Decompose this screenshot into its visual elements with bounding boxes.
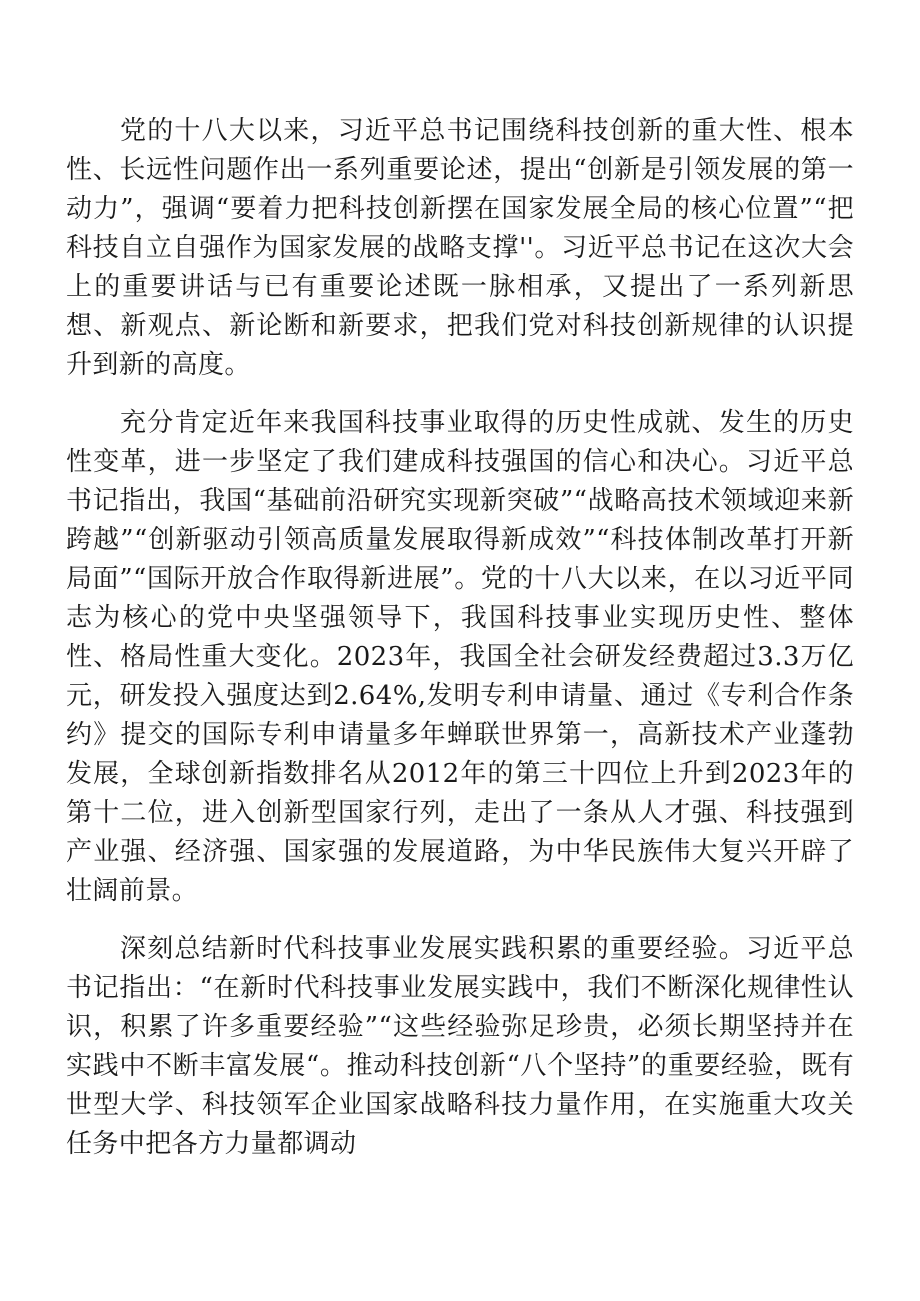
paragraph-2: 充分肯定近年来我国科技事业取得的历史性成就、发生的历史性变革，进一步坚定了我们建成科技强国的信心和决心。习近平总书记指出，我国“基础前沿研究实现新突破”“战略高技术领域迎来新跨越”“创新驱动引领高质量发展取得新成效”“科技体制改革打开新局面”“国际开放合作取得新进展”。党的十八大以来，在以习近平同志为核心的党中央坚强领导下，我国科技事业实现历史性、整体性、格局性重大变化。2023年，我国全社会研发经费超过3.3万亿元，研发投入强度达到2.64%,发明专利申请量、通过《专利合作条约》提交的国际专利申请量多年蝉联世界第一，高新技术产业蓬勃发展，全球创新指数排名从2012年的第三十四位上升到2023年的第十二位，进入创新型国家行列，走出了一条从人才强、科技强到产业强、经济强、国家强的发展道路，为中华民族伟大复兴开辟了壮阔前景。 [66,408,854,906]
paragraph-1: 党的十八大以来，习近平总书记围绕科技创新的重大性、根本性、长远性问题作出一系列重要论述，提出“创新是引领发展的第一动力”，强调“要着力把科技创新摆在国家发展全局的核心位置”“把科技自立自强作为国家发展的战略支撑''。习近平总书记在这次大会上的重要讲话与已有重要论述既一脉相承，又提出了一系列新思想、新观点、新论断和新要求，把我们党对科技创新规律的认识提升到新的高度。 [66,116,854,380]
paragraph-3: 深刻总结新时代科技事业发展实践积累的重要经验。习近平总书记指出：“在新时代科技事业发展实践中，我们不断深化规律性认识，积累了许多重要经验”“这些经验弥足珍贵，必须长期坚持并在实践中不断丰富发展“。推动科技创新“八个坚持”的重要经验，既有世型大学、科技领军企业国家战略科技力量作用，在实施重大攻关任务中把各方力量都调动 [66,934,854,1159]
document-body [66,112,854,1183]
